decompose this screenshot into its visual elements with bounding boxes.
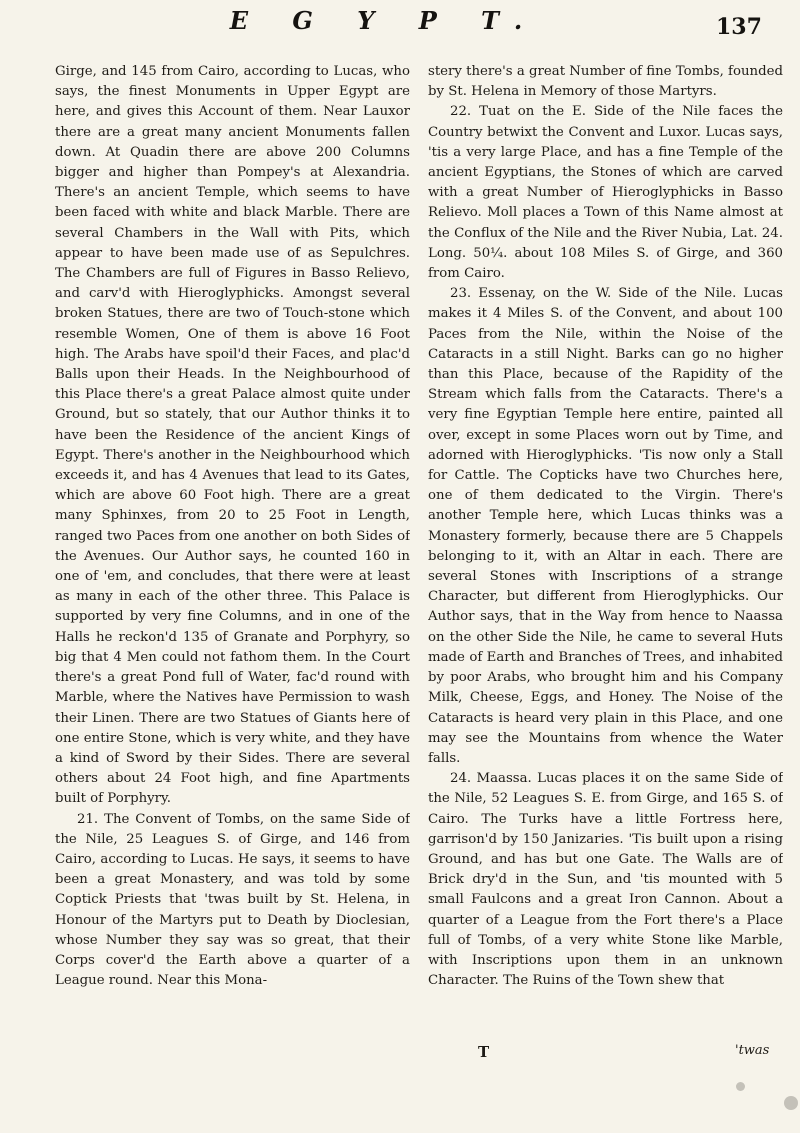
left-column [55, 62, 410, 1062]
paragraph: 24. Maassa. Lucas places it on the same Side of the Nile, 52 Leagues S. E. from Girge, and 165 S. of Cairo. The Turks have a little Fortress here, garrison'd by 150 Janizaries. 'Tis built upon a rising Ground, and has but one Gate. The Walls are of Brick dry'd in the Sun, and 'tis mounted with 5 small Faulcons and a great Iron Cannon. About a quarter of a League from the Fort there's a Place full of Tombs, of a very white Stone like Marble, with Inscriptions upon them in an unknown Character. The Ruins of the Town shew that [428, 771, 783, 989]
right-column [428, 62, 783, 1062]
paragraph: 22. Tuat on the E. Side of the Nile faces the Country betwixt the Convent and Luxor. Lucas says, 'tis a very large Place, and has a fine Temple of the ancient Egyptians, the Stones of which are carved with a great Number of Hieroglyphicks in Basso Relievo. Moll places a Town of this Name almost at the Conflux of the Nile and the River Nubia, Lat. 24. Long. 50¼. about 108 Miles S. of Girge, and 360 from Cairo. [428, 104, 783, 282]
paragraph: stery there's a great Number of fine Tombs, founded by St. Helena in Memory of those Martyrs. [428, 64, 783, 100]
signature-mark: T [478, 1043, 490, 1061]
paragraph: Girge, and 145 from Cairo, according to Lucas, who says, the finest Monuments in Upper Egypt are here, and gives this Account of them. Near Lauxor there are a great many ancient Monuments fallen down. At Quadin there are above 200 Columns bigger and higher than Pompey's at Alexandria. There's an ancient Temple, which seems to have been faced with white and black Marble. There are several Chambers in the Wall with Pits, which appear to have been made use of as Sepulchres. The Chambers are full of Figures in Basso Relievo, and carv'd with Hieroglyphicks. Amongst several broken Statues, there are two of Touch-stone which resemble Women, One of them is above 16 Foot high. The Arabs have spoil'd their Faces, and plac'd Balls upon their Heads. In the Neighbourhood of this Place there's a great Palace almost quite under Ground, but so stately, that our Author thinks it to have been the Residence of the ancient Kings of Egypt. There's another in the Neighbourhood which exceeds it, and has 4 Avenues that lead to its Gates, which are above 60 Foot high. There are a great many Sphinxes, from 20 to 25 Foot in Length, ranged two Paces from one another on both Sides of the Avenues. Our Author says, he counted 160 in one of 'em, and concludes, that there were at least as many in each of the other three. This Palace is supported by very fine Columns, and in one of the Halls he reckon'd 135 of Granate and Porphyry, so big that 4 Men could not fathom them. In the Court there's a great Pond full of Water, fac'd round with Marble, where the Natives have Permission to wash their Linen. There are two Statues of Giants here of one entire Stone, which is very white, and they have a kind of Sword by their Sides. There are several others about 24 Foot high, and fine Apartments built of Porphyry. [55, 64, 410, 807]
ink-spot-icon [784, 1096, 798, 1110]
paragraph: 23. Essenay, on the W. Side of the Nile. Lucas makes it 4 Miles S. of the Convent, and about 100 Paces from the Nile, within the Noise of the Cataracts in a still Night. Barks can go no higher than this Place, because of the Rapidity of the Stream which falls from the Cataracts. There's a very fine Egyptian Temple here entire, painted all over, except in some Places worn out by Time, and adorned with Hieroglyphicks. 'Tis now only a Stall for Cattle. The Copticks have two Churches here, one of them dedicated to the Virgin. There's another Temple here, which Lucas thinks was a Monastery formerly, because there are 5 Chappels belonging to it, with an Altar in each. There are several Stones with Inscriptions of a strange Character, but different from Hieroglyphicks. Our Author says, that in the Way from hence to Naassa on the other Side the Nile, he came to several Huts made of Earth and Branches of Trees, and inhabited by poor Arabs, who brought him and his Company Milk, Cheese, Eggs, and Honey. The Noise of the Cataracts is heard very plain in this Place, and one may see the Mountains from whence the Water falls. [428, 286, 783, 766]
paragraph: 21. The Convent of Tombs, on the same Side of the Nile, 25 Leagues S. of Girge, and 146 from Cairo, according to Lucas. He says, it seems to have been a great Monastery, and was told by some Coptick Priests that 'twas built by St. Helena, in Honour of the Martyrs put to Death by Dioclesian, whose Number they say was so great, that their Corps cover'd the Earth above a quarter of a League round. Near this Mona- [55, 811, 410, 989]
page-number: 137 [716, 14, 762, 40]
running-head [0, 6, 800, 46]
catchword: 'twas [735, 1043, 770, 1058]
running-title: E G Y P T. [229, 6, 541, 35]
ink-spot-icon [736, 1082, 745, 1091]
